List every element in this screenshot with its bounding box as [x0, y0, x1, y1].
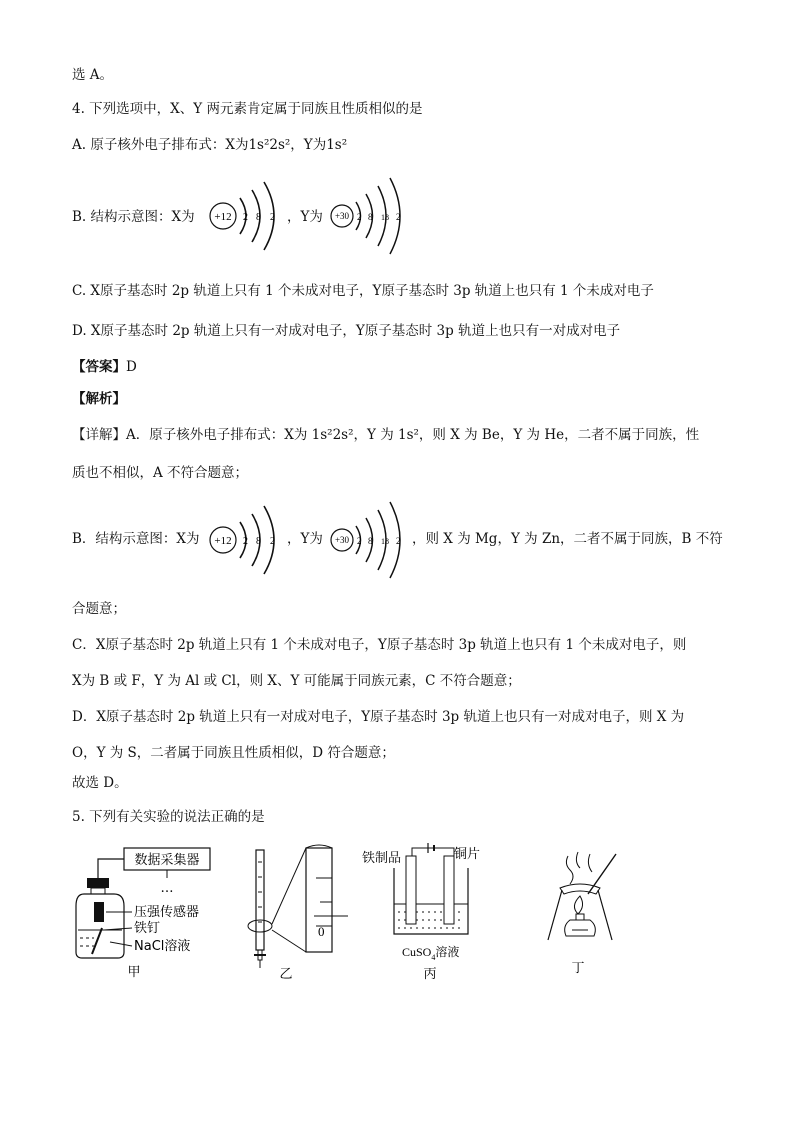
conclusion: 故选 D。 — [72, 775, 128, 791]
bing-iron-label: 铁制品 — [362, 851, 402, 866]
detail-atom-y-shell-2: 8 — [368, 536, 373, 546]
detail-c-line-2: X为 B 或 F，Y 为 Al 或 Cl，则 X、Y 可能属于同族元素，C 不符合题意； — [72, 673, 521, 689]
answer-value: D — [126, 359, 137, 375]
detail-c-line-1: C．X原子基态时 2p 轨道上只有 1 个未成对电子，Y原子基态时 3p 轨道上也只有 1 个未成对电子，则 — [72, 637, 687, 653]
atom-y-nucleus: +30 — [334, 211, 350, 221]
detail-d-line-1: D．X原子基态时 2p 轨道上只有一对成对电子，Y原子基态时 3p 轨道上也只有一对成对电子，则 X 为 — [72, 709, 685, 725]
bing-solution-subscript: 4 — [431, 953, 436, 962]
detail-b-suffix: ，则 X 为 Mg，Y 为 Zn，二者不属于同族，B 不符 — [412, 531, 723, 547]
q4-stem: 4. 下列选项中，X、Y 两元素肯定属于同族且性质相似的是 — [72, 101, 423, 117]
detail-d-line-2: O，Y 为 S，二者属于同族且性质相似，D 符合题意； — [72, 745, 395, 761]
atom-x-shell-1: 2 — [243, 212, 248, 223]
yi-zero-label: 0 — [318, 924, 325, 939]
jia-solution-label: NaCl溶液 — [134, 939, 191, 954]
figure-bing — [358, 842, 498, 982]
detail-atom-x-shell-3: 2 — [270, 536, 275, 547]
detail-atom-y-shell-3: 18 — [381, 537, 389, 546]
detail-a-line-2: 质也不相似，A 不符合题意； — [72, 465, 249, 481]
detail-atom-x-shell-2: 8 — [256, 536, 261, 547]
detail-b-mid: ，Y为 — [287, 531, 323, 547]
detail-a-line-1: 【详解】A．原子核外电子排布式：X为 1s²2s²，Y 为 1s²，则 X 为 Be，Y 为 He，二者不属于同族，性 — [72, 427, 700, 443]
detail-atom-x-diagram — [206, 498, 286, 582]
detail-atom-x-nucleus: +12 — [214, 535, 232, 547]
detail-atom-y-diagram — [328, 498, 412, 582]
detail-atom-y-shell-4: 2 — [396, 536, 401, 546]
atom-x-diagram — [206, 174, 286, 258]
atom-y-shell-2: 8 — [368, 212, 373, 222]
answer-line — [72, 358, 137, 376]
atom-y-shell-3: 18 — [381, 213, 389, 222]
bing-solution-formula: CuSO — [402, 945, 432, 959]
q4-option-b-mid: ，Y为 — [287, 209, 323, 225]
atom-y-shell-4: 2 — [396, 212, 401, 222]
bing-copper-label: 铜片 — [454, 847, 481, 862]
atom-y-shell-1: 2 — [357, 212, 362, 222]
detail-b-line-2: 合题意； — [72, 601, 126, 617]
yi-caption: 乙 — [279, 967, 293, 982]
atom-x-shell-2: 8 — [256, 212, 261, 223]
atom-x-nucleus: +12 — [214, 211, 232, 223]
figure-jia — [72, 842, 242, 982]
q4-option-c: C. X原子基态时 2p 轨道上只有 1 个未成对电子，Y原子基态时 3p 轨道上也只有 1 个未成对电子 — [72, 283, 654, 299]
bing-caption: 丙 — [423, 967, 437, 982]
jia-caption: 甲 — [127, 965, 141, 980]
figure-ding — [540, 842, 640, 982]
q4-option-a: A. 原子核外电子排布式：X为1s²2s²，Y为1s² — [72, 137, 348, 153]
q5-stem: 5. 下列有关实验的说法正确的是 — [72, 809, 265, 825]
detail-atom-y-shell-1: 2 — [357, 536, 362, 546]
jia-pressure-sensor-label: 压强传感器 — [134, 905, 200, 920]
jia-collector-label: 数据采集器 — [134, 853, 200, 868]
detail-atom-x-shell-1: 2 — [243, 536, 248, 547]
jia-dots: … — [160, 881, 174, 896]
answer-tag: 【答案】 — [72, 359, 126, 375]
detail-atom-y-nucleus: +30 — [334, 535, 350, 545]
bing-solution-word: 溶液 — [435, 945, 460, 959]
bing-solution-label — [402, 944, 459, 962]
prev-answer-line: 选 A。 — [72, 67, 114, 83]
q4-option-d: D. X原子基态时 2p 轨道上只有一对成对电子，Y原子基态时 3p 轨道上也只有一对成对电子 — [72, 323, 621, 339]
atom-y-diagram — [328, 174, 412, 258]
detail-b-prefix: B．结构示意图：X为 — [72, 531, 200, 547]
q4-option-b-prefix: B. 结构示意图：X为 — [72, 209, 195, 225]
figure-yi — [244, 842, 354, 982]
ding-caption: 丁 — [571, 961, 585, 976]
analysis-tag: 【解析】 — [72, 391, 126, 407]
jia-nail-label: 铁钉 — [134, 921, 161, 936]
atom-x-shell-3: 2 — [270, 212, 275, 223]
